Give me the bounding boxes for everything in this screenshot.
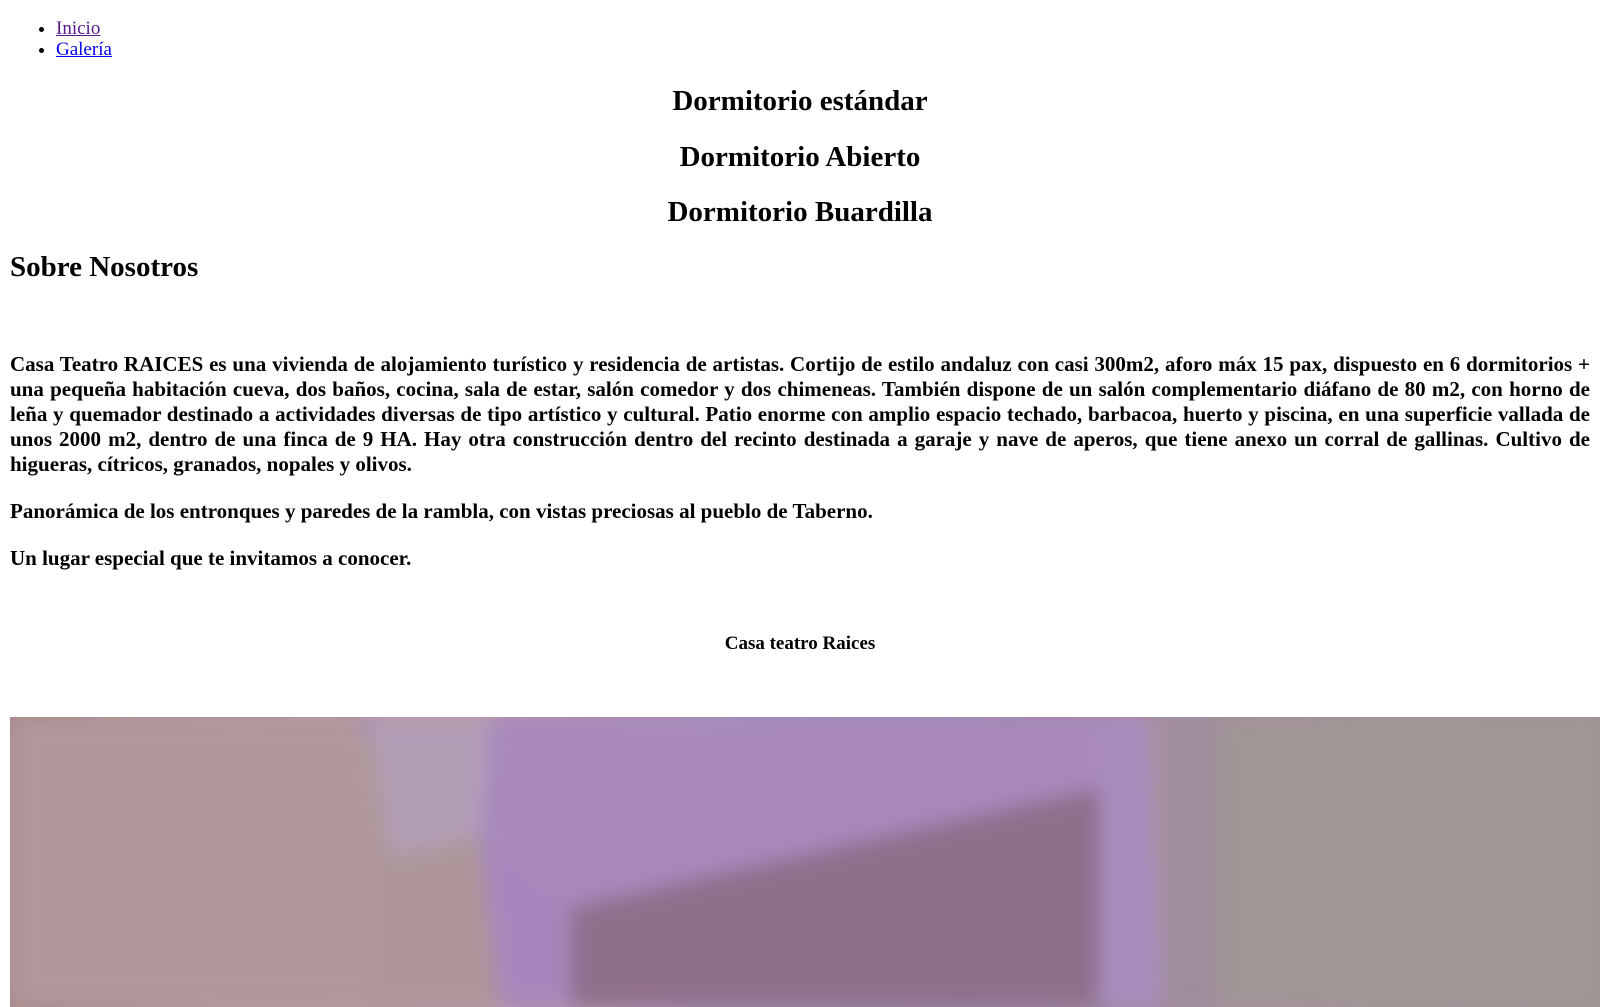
nav-link-inicio[interactable]: Inicio	[56, 18, 101, 39]
about-paragraph-panorama: Panorámica de los entronques y paredes de la rambla, con vistas preciosas al pueblo de Taberno.	[10, 499, 873, 523]
about-paragraph-invitation: Un lugar especial que te invitamos a conocer.	[10, 546, 412, 570]
main-nav	[0, 18, 112, 60]
about-paragraph-description: Casa Teatro RAICES es una vivienda de alojamiento turístico y residencia de artistas. Cortijo de estilo andaluz con casi 300m2, aforo máx 15 pax, dispuesto en 6 dormitorios + una pequeña habitación cueva, dos baños, cocina, sala de estar, salón comedor y dos chimeneas. También dispone de un salón complementario diáfano de 80 m2, con horno de leña y quemador destinado a actividades diversas de tipo artístico y cultural. Patio enorme con amplio espacio techado, barbacoa, huerto y piscina, en una superficie vallada de unos 2000 m2, dentro de una finca de 9 HA. Hay otra construcción dentro del recinto destinada a garaje y nave de aperos, que tiene anexo un corral de gallinas. Cultivo de higueras, cítricos, granados, nopales y olivos.	[10, 352, 1590, 476]
room-title-buardilla: Dormitorio Buardilla	[667, 196, 933, 228]
nav-item-galeria	[56, 39, 112, 60]
room-photo	[10, 717, 1600, 1007]
room-title-abierto: Dormitorio Abierto	[679, 141, 921, 173]
nav-link-galeria[interactable]: Galería	[56, 39, 112, 60]
room-photo-image	[10, 717, 1600, 1007]
nav-item-inicio	[56, 18, 112, 39]
about-heading: Sobre Nosotros	[10, 251, 199, 283]
room-title-estandar: Dormitorio estándar	[672, 85, 928, 117]
gallery-caption: Casa teatro Raices	[724, 633, 876, 654]
